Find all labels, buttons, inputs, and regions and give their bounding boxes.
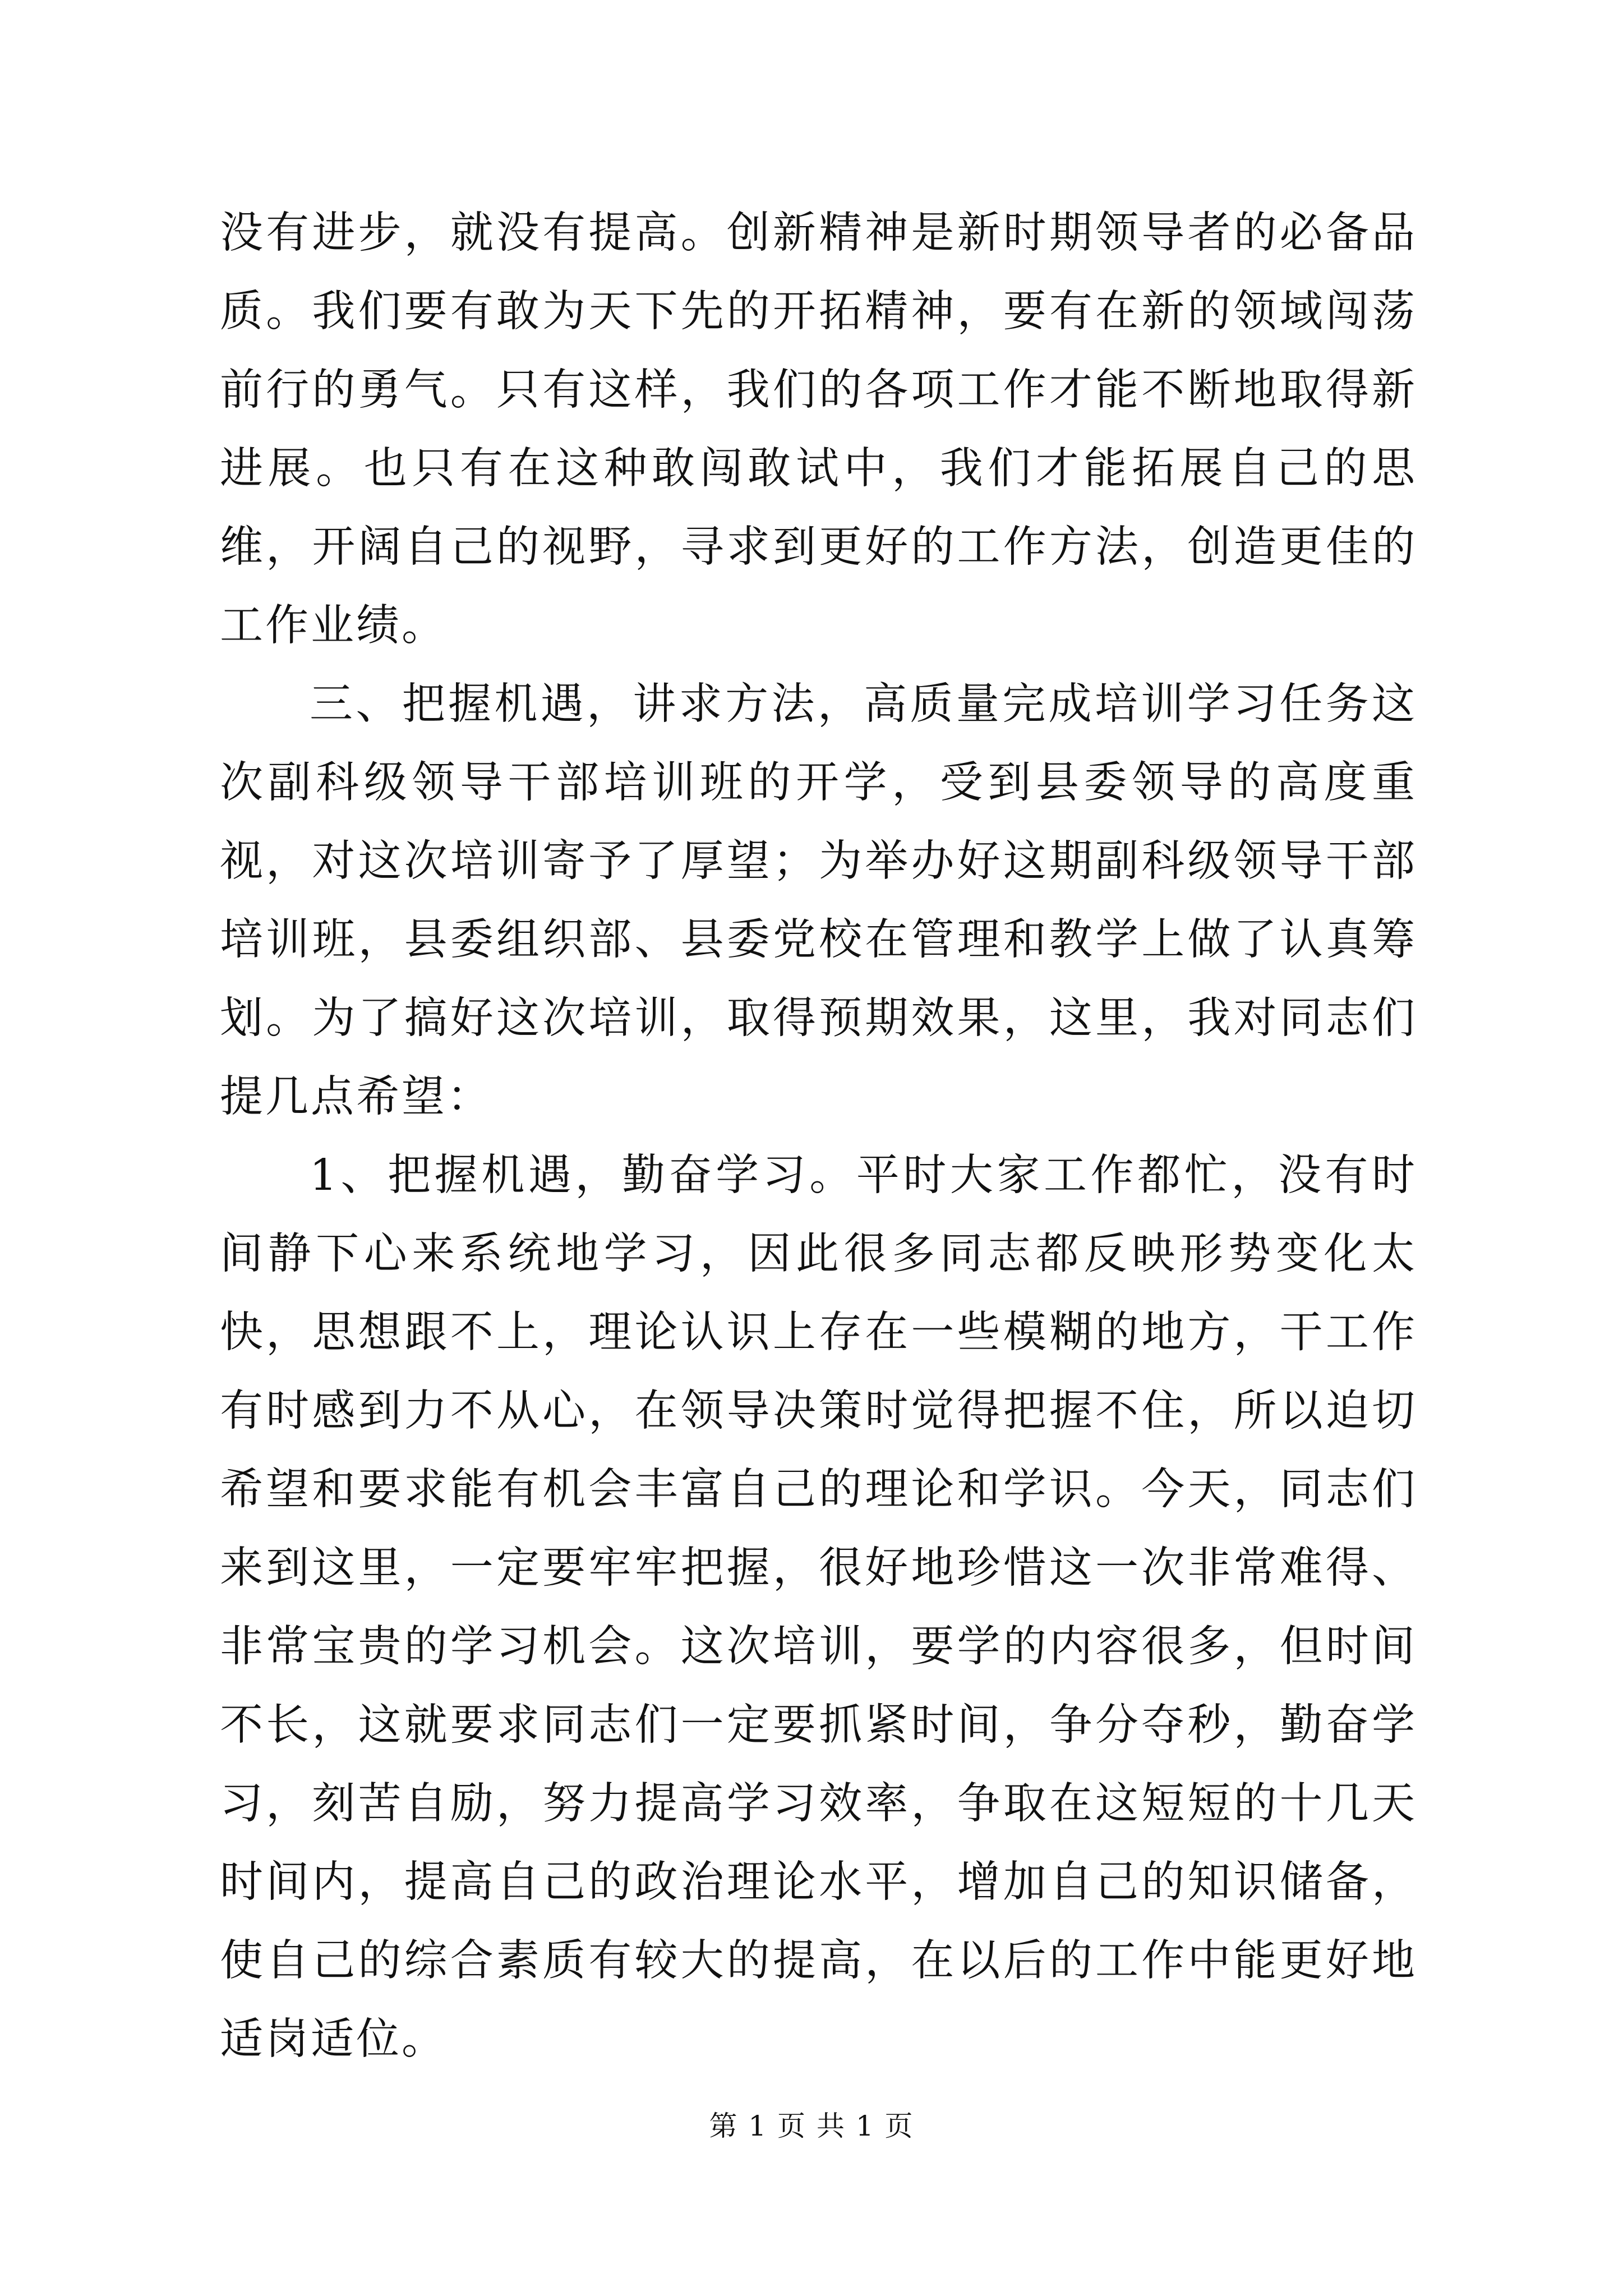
paragraph-3: 1、把握机遇，勤奋学习。平时大家工作都忙，没有时间静下心来系统地学习，因此很多同志都反映形势变化太快，思想跟不上，理论认识上存在一些模糊的地方，干工作有时感到力不从心，在领导决策时觉得把握不住，所以迫切希望和要求能有机会丰富自己的理论和学识。今天，同志们来到这里，一定要牢牢把握，很好地珍惜这一次非常难得、非常宝贵的学习机会。这次培训，要学的内容很多，但时间不长，这就要求同志们一定要抓紧时间，争分夺秒，勤奋学习，刻苦自励，努力提高学习效率，争取在这短短的十几天时间内，提高自己的政治理论水平，增加自己的知识储备，使自己的综合素质有较大的提高，在以后的工作中能更好地适岗适位。 xyxy=(220,1151,1417,2064)
paragraph-2: 三、把握机遇，讲求方法，高质量完成培训学习任务这次副科级领导干部培训班的开学，受到县委领导的高度重视，对这次培训寄予了厚望；为举办好这期副科级领导干部培训班，县委组织部、县委党校在管理和教学上做了认真筹划。为了搞好这次培训，取得预期效果，这里，我对同志们提几点希望： xyxy=(220,679,1417,1122)
document-body xyxy=(220,194,1417,2079)
paragraph-1: 没有进步，就没有提高。创新精神是新时期领导者的必备品质。我们要有敢为天下先的开拓精神，要有在新的领域闯荡前行的勇气。只有这样，我们的各项工作才能不断地取得新进展。也只有在这种敢闯敢试中，我们才能拓展自己的思维，开阔自己的视野，寻求到更好的工作方法，创造更佳的工作业绩。 xyxy=(220,208,1417,651)
page-number-footer: 第 1 页 共 1 页 xyxy=(709,2110,914,2142)
